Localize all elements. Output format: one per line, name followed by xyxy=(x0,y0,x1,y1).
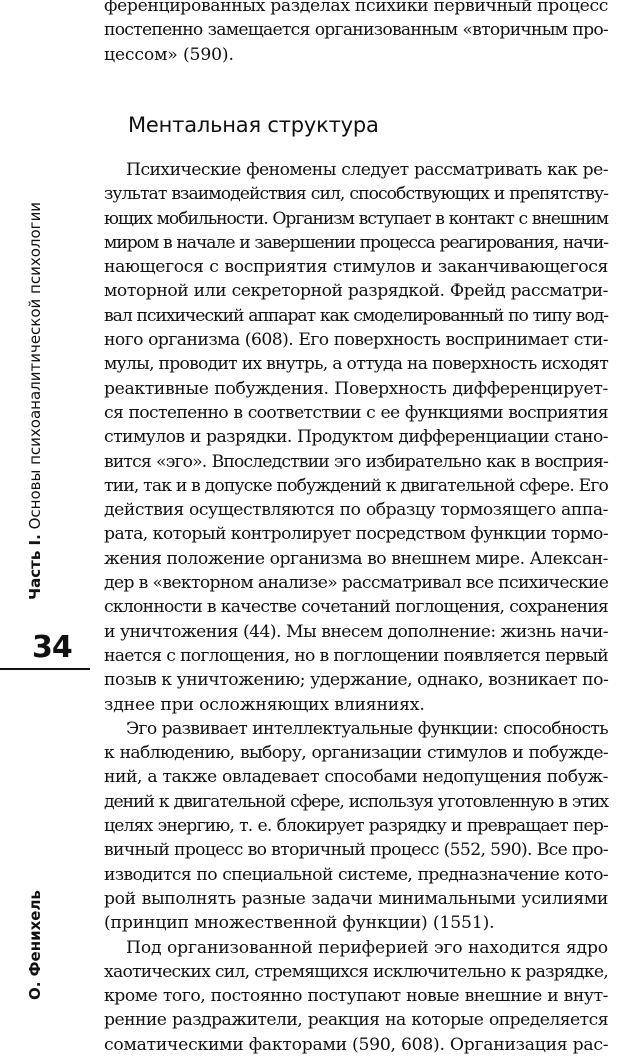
running-head xyxy=(22,140,48,600)
body-text xyxy=(104,158,608,1057)
text-line: рой выполнять разные задачи минимальными усилиями xyxy=(104,888,608,909)
continued-paragraph xyxy=(104,0,608,67)
text-line: ющих мобильности. Организм вступает в контакт с внешним xyxy=(104,208,608,229)
text-line: постепенно замещается организованным «вторичным про- xyxy=(104,20,608,41)
text-line: жения положение организма во внешнем мире. Алексан- xyxy=(104,548,608,569)
text-line: вится «эго». Впоследствии эго избирательно как в восприя- xyxy=(104,451,608,472)
text-line: кроме того, постоянно поступают новые внешние и внут- xyxy=(104,986,608,1007)
text-line: целях энергию, т. е. блокирует разрядку и превращает пер- xyxy=(104,816,608,837)
text-line: дер в «векторном анализе» рассматривал все психические xyxy=(104,573,609,594)
text-line: хаотических сил, стремящихся исключительно к разрядке, xyxy=(104,961,608,982)
text-line: соматическими факторами (590, 608). Организация рас- xyxy=(104,1034,609,1055)
text-line: ний, а также овладевает способами недопущения побуж- xyxy=(104,767,608,788)
text-line: нается с поглощения, но в поглощении появляется первый xyxy=(104,645,608,666)
text-line: тии, так и в допуске побуждений к двигательной сфере. Его xyxy=(104,475,608,496)
text-line: мулы, проводит их внутрь, а оттуда на поверхность исходят xyxy=(104,354,608,375)
text-line: рата, который контролирует посредством функции тормо- xyxy=(104,524,609,545)
text-line: ференцированных разделах психики первичный процесс xyxy=(104,0,608,16)
text-line: Психические феномены следует рассматривать как ре- xyxy=(126,160,608,180)
text-line: моторной или секреторной разрядкой. Фрейд рассматри- xyxy=(104,281,608,302)
page-number: 34 xyxy=(32,630,72,665)
text-line: ного организма (608). Его поверхность воспринимает сти- xyxy=(104,330,608,351)
text-line: зультат взаимодействия сил, способствующих и препятству- xyxy=(104,184,608,205)
paragraph xyxy=(104,717,608,936)
paragraph xyxy=(104,158,608,717)
text-line: вал психический аппарат как смоделированный по типу вод- xyxy=(104,305,608,326)
text-line: к наблюдению, выбору, организации стимулов и побужде- xyxy=(104,743,608,764)
running-head-title: Основы психоаналитической психологии xyxy=(26,201,44,530)
text-line: зднее при осложняющих влияниях. xyxy=(104,694,425,715)
section-heading: Ментальная структура xyxy=(128,113,379,137)
text-line: дений к двигательной сфере, используя уготовленную в этих xyxy=(104,791,608,812)
text-line: действия осуществляются по образцу тормозящего аппа- xyxy=(104,500,608,521)
text-line: ренние раздражители, реакция на которые определяется xyxy=(104,1010,608,1031)
text-line: стимулов и разрядки. Продуктом дифференциации стано- xyxy=(104,427,608,448)
paragraph xyxy=(104,936,608,1057)
text-line: Эго развивает интеллектуальные функции: способность xyxy=(126,718,608,739)
running-author: О. Фенихель xyxy=(26,890,44,1000)
text-line: реактивные побуждения. Поверхность дифференцирует- xyxy=(104,378,608,399)
text-line: (принцип множественной функции) (1551). xyxy=(104,913,495,934)
text-line: Под организованной периферией эго находится ядро xyxy=(126,937,608,958)
text-line: миром в начале и завершении процесса реагирования, начи- xyxy=(104,232,608,253)
folio-rule xyxy=(0,668,90,670)
text-line: нающегося с восприятия стимулов и заканчивающегося xyxy=(104,257,608,278)
text-line: и уничтожения (44). Мы внесем дополнение: жизнь начи- xyxy=(104,621,608,642)
text-line: склонности в качестве сочетаний поглощения, сохранения xyxy=(104,597,608,618)
text-line: изводится по специальной системе, предназначение кото- xyxy=(104,864,608,885)
text-line: вичный процесс во вторичный процесс (552, 590). Все про- xyxy=(104,840,608,861)
text-line: ся постепенно в соответствии с ее функциями восприятия xyxy=(104,402,608,423)
text-line: цессом» (590). xyxy=(104,44,234,65)
running-head-part: Часть I. xyxy=(26,534,44,600)
text-line: позыв к уничтожению; удержание, однако, возникает по- xyxy=(104,670,609,691)
